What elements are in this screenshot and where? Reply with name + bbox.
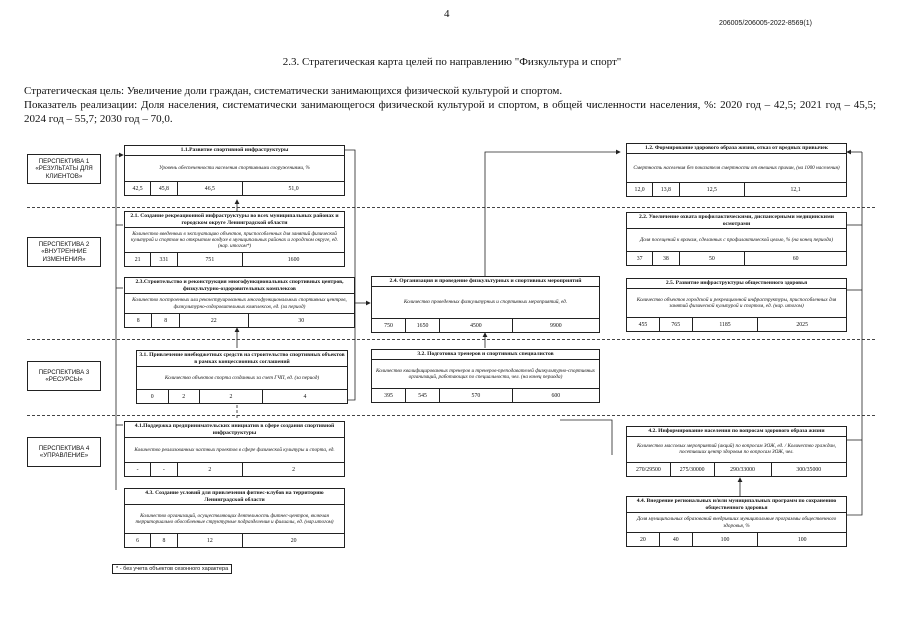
goal-box-values: [125, 463, 344, 476]
goal-box-4-4: [626, 496, 847, 547]
value-2030: 30: [298, 317, 305, 324]
value-2030: 300/35000: [796, 466, 822, 473]
goal-box-description: Уровень обеспеченности населения спортивными сооружениями, %: [125, 156, 344, 182]
value-2020: 6: [125, 534, 151, 547]
goal-box-description: Количество объектов спорта созданных за счет ГЧП, ед. (за период): [137, 367, 347, 390]
goal-box-title: 4.2. Информирование населения по вопросам здорового образа жизни: [627, 427, 846, 437]
goal-box-title: 2.2. Увеличение охвата профилактическими, диспансерными медицинскими осмотрами: [627, 213, 846, 229]
value-2021: 331: [151, 253, 177, 266]
value-2020: 270/29500: [627, 463, 671, 476]
goal-box-description: Количество массовых мероприятий (акций) по вопросам ЗОЖ, ед. / Количество граждан, посетивших центр здоровья по вопросам ЗОЖ, чел.: [627, 437, 846, 463]
goal-box-title: 3.2. Подготовка тренеров и спортивных специалистов: [372, 350, 599, 360]
goal-box-4-2: [626, 426, 847, 477]
value-2024: 751: [178, 253, 244, 266]
value-2020: 8: [125, 314, 152, 327]
value-2024: 12,5: [680, 183, 746, 196]
value-2030: 2025: [796, 321, 808, 328]
goal-box-values: [627, 318, 846, 331]
value-2020: 21: [125, 253, 151, 266]
value-2021: 1650: [406, 319, 440, 332]
goal-box-values: [627, 463, 846, 476]
value-2021: 40: [660, 533, 693, 546]
value-2021: 38: [653, 252, 679, 265]
value-2030: 4: [303, 393, 307, 400]
goal-box-description: Количество квалифицированных тренеров и тренеров-преподавателей физкультурно-спортивных организаций, работающих по специальности, чел. (на конец периода): [372, 360, 599, 389]
goal-box-3-1: [136, 350, 348, 404]
value-2024: 12: [178, 534, 244, 547]
value-2024: 2: [178, 463, 244, 476]
value-2021: 275/30000: [671, 463, 715, 476]
goal-box-title: 1.2. Формирование здорового образа жизни, отказ от вредных привычек: [627, 144, 846, 154]
goal-box-values: [125, 534, 344, 547]
value-2030: 600: [551, 392, 561, 399]
goal-box-values: [627, 252, 846, 265]
page-number: 4: [444, 8, 450, 20]
value-2030: 1600: [287, 256, 300, 263]
value-2030: 2: [292, 466, 296, 473]
value-2021: 8: [151, 534, 177, 547]
goal-box-2-4: [371, 276, 600, 333]
value-2021: 8: [152, 314, 179, 327]
goal-box-title: 2.5. Развитие инфраструктуры общественного здоровья: [627, 279, 846, 289]
goal-box-2-5: [626, 278, 847, 332]
goal-box-values: [137, 390, 347, 403]
goal-box-4-1: [124, 421, 345, 477]
value-2024: 2: [200, 390, 263, 403]
goal-box-values: [627, 533, 846, 546]
value-2024: 4500: [440, 319, 513, 332]
perspective-2-label: ПЕРСПЕКТИВА 2 «ВНУТРЕННИЕ ИЗМЕНЕНИЯ»: [27, 237, 101, 267]
goal-box-2-1: [124, 211, 345, 267]
goal-box-description: Количество введенных в эксплуатацию объектов, приспособленных для занятий физической культурой и спортом на открытом воздухе в муниципальных районах и городском округе, ед. (нар. итогом*): [125, 228, 344, 253]
goal-box-title: 2.4. Организация и проведение физкультурных и спортивных мероприятий: [372, 277, 599, 287]
goal-box-values: [125, 253, 344, 266]
value-2020: 12,0: [627, 183, 653, 196]
value-2030: 12,1: [790, 186, 801, 193]
value-2021: 2: [169, 390, 201, 403]
goal-box-description: Количество построенных или реконструированных многофункциональных спортивных центров, физкультурно-оздоровительных комплексов, ед. (за период): [125, 294, 354, 314]
value-2030: 100: [797, 536, 807, 543]
goal-box-title: 3.1. Привлечение внебюджетных средств на строительство спортивных объектов в рамках концессионных соглашений: [137, 351, 347, 367]
document-id: 206005/206005-2022-8569(1): [718, 20, 812, 27]
goal-box-2-3: [124, 277, 355, 328]
footnote: * - без учета объектов сезонного характера: [112, 564, 232, 574]
goal-box-1-2: [626, 143, 847, 197]
strategic-goal: Стратегическая цель: Увеличение доли граждан, систематически занимающихся физической культурой и спортом.: [24, 85, 563, 97]
goal-box-title: 4.1.Поддержка предпринимательских инициатив в сфере создания спортивной инфраструктуры: [125, 422, 344, 438]
value-2020: 20: [627, 533, 660, 546]
goal-box-description: Доля муниципальных образований внедривших муниципальные программы общественного здоровья, %: [627, 513, 846, 533]
goal-box-title: 4.3. Создание условий для привлечения фитнес-клубов на территорию Ленинградской области: [125, 489, 344, 505]
value-2020: 750: [372, 319, 406, 332]
value-2030: 9900: [550, 322, 562, 329]
value-2020: 37: [627, 252, 653, 265]
goal-box-2-2: [626, 212, 847, 266]
goal-box-description: Доля посещений к врачам, сделанных с профилактической целью, % (на конец периода): [627, 229, 846, 252]
goal-box-description: Смертность населения без показателя смертности от внешних причин, (на 1000 населения): [627, 154, 846, 183]
value-2024: 100: [693, 533, 759, 546]
value-2021: 765: [660, 318, 693, 331]
perspective-1-label: ПЕРСПЕКТИВА 1 «РЕЗУЛЬТАТЫ ДЛЯ КЛИЕНТОВ»: [27, 154, 101, 184]
value-2021: -: [151, 463, 177, 476]
value-2024: 290/33000: [715, 463, 772, 476]
value-2020: 455: [627, 318, 660, 331]
value-2021: 545: [406, 389, 440, 402]
goal-box-4-3: [124, 488, 345, 548]
goal-box-description: Количество проведенных физкультурных и спортивных мероприятий, ед.: [372, 287, 599, 319]
value-2021: 45,8: [151, 182, 177, 195]
value-2024: 570: [440, 389, 513, 402]
goal-box-values: [372, 389, 599, 402]
page-title: 2.3. Стратегическая карта целей по направлению "Физкультура и спорт": [282, 56, 622, 68]
perspective-3-label: ПЕРСПЕКТИВА 3 «РЕСУРСЫ»: [27, 361, 101, 391]
value-2024: 46,5: [178, 182, 244, 195]
value-2030: 20: [290, 537, 297, 544]
goal-box-1-1: [124, 145, 345, 196]
value-2030: 51,0: [288, 185, 299, 192]
value-2020: 395: [372, 389, 406, 402]
goal-box-values: [125, 314, 354, 327]
goal-box-description: Количество объектов городской и рекреационной инфраструктуры, приспособленных для занятий физической культурой и спортом, ед. (нар. итогом): [627, 289, 846, 318]
goal-box-title: 2.1. Создание рекреационной инфраструктуры во всех муниципальных районах и городском округе Ленинградской области: [125, 212, 344, 228]
goal-box-values: [627, 183, 846, 196]
value-2020: 42,5: [125, 182, 151, 195]
value-2024: 50: [680, 252, 746, 265]
value-2024: 1185: [693, 318, 759, 331]
goal-box-description: Количество реализованных частных проектов в сфере физической культуры и спорта, ед.: [125, 438, 344, 463]
value-2021: 13,8: [653, 183, 679, 196]
value-2030: 60: [792, 255, 799, 262]
value-2024: 22: [180, 314, 249, 327]
goal-box-3-2: [371, 349, 600, 403]
value-2020: 0: [137, 390, 169, 403]
goal-box-title: 2.3.Строительство и реконструкция многофункциональных спортивных центров, физкультурно-оздоровительных комплексов: [125, 278, 354, 294]
implementation-indicator: Показатель реализации: Доля населения, систематически занимающегося физической культурой и спортом, в общей численности населения, %: 2020 год – 42,5; 2021 год – 45,5; 2024 год – 55,7; 2030 год – 70,0.: [24, 99, 876, 125]
goal-box-title: 4.4. Внедрение региональных и/или муниципальных программ по сохранению общественного здоровья: [627, 497, 846, 513]
goal-box-values: [372, 319, 599, 332]
goal-box-values: [125, 182, 344, 195]
value-2020: -: [125, 463, 151, 476]
goal-box-description: Количество организаций, осуществляющих деятельность фитнес-центров, включая территориально обособленные структурные подразделения и филиалы, ед. (нар.итогом): [125, 505, 344, 534]
goal-box-title: 1.1.Развитие спортивной инфраструктуры: [125, 146, 344, 156]
perspective-4-label: ПЕРСПЕКТИВА 4 «УПРАВЛЕНИЕ»: [27, 437, 101, 467]
